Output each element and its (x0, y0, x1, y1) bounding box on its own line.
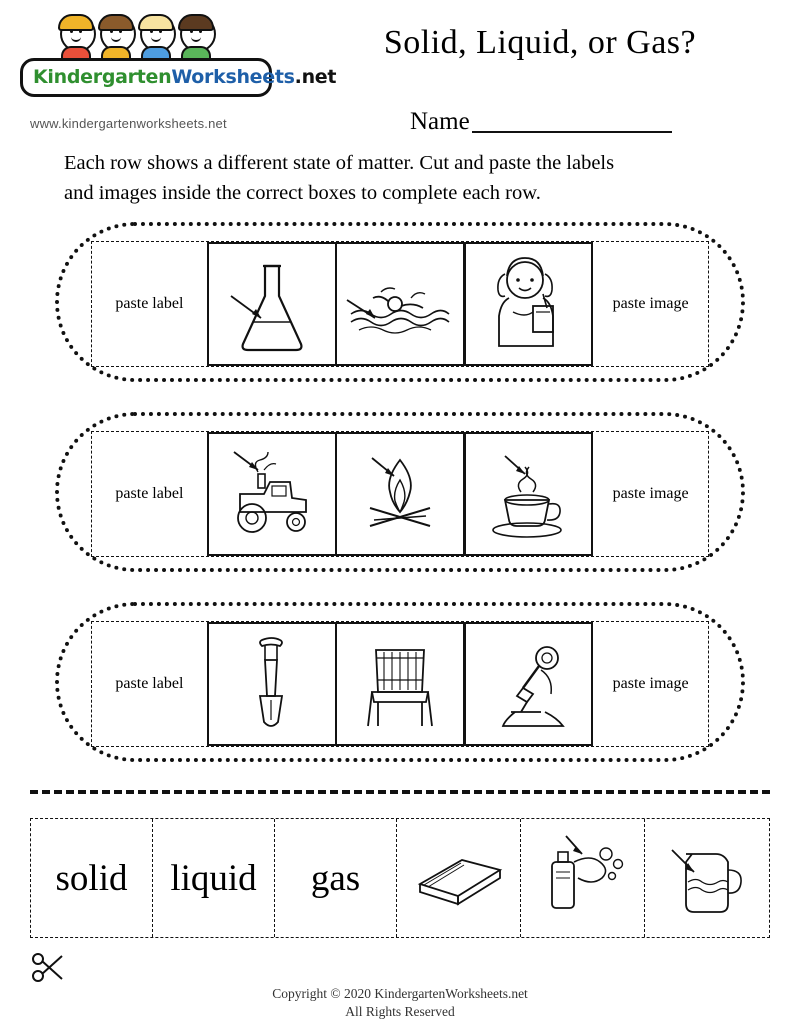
kids-illustration-icon (54, 16, 264, 64)
row-1-picture-2 (336, 242, 465, 366)
cutout-word-liquid[interactable]: liquid (153, 819, 275, 937)
matter-row-1 (55, 222, 745, 382)
row-1-picture-1 (207, 242, 336, 366)
page-header (0, 0, 800, 150)
cutout-strip (30, 818, 770, 938)
cutout-image-book[interactable] (397, 819, 521, 937)
matter-row-2 (55, 412, 745, 572)
instructions-line-2: and images inside the correct boxes to complete each row. (64, 182, 541, 204)
name-label: Name (410, 108, 470, 135)
row-3-picture-1 (207, 622, 336, 746)
kid-figure-2 (94, 14, 138, 64)
instructions-line-1: Each row shows a different state of matter. Cut and paste the labels (64, 152, 615, 174)
campfire-icon (342, 442, 458, 547)
chair-icon (342, 630, 458, 738)
scissors-icon (30, 950, 66, 986)
site-url: www.kindergartenworksheets.net (30, 116, 227, 131)
row-3-picture-2 (336, 622, 465, 746)
name-field[interactable] (410, 108, 672, 136)
instructions (64, 148, 764, 208)
logo-text-net: .net (294, 66, 337, 88)
spray-can-icon (528, 832, 638, 924)
kid-figure-1 (54, 14, 98, 64)
row-2-inner (91, 431, 709, 557)
row-1-paste-image-box[interactable]: paste image (612, 295, 689, 312)
row-3-paste-label-box[interactable]: paste label (115, 675, 184, 692)
swimming-water-icon (341, 252, 459, 357)
row-1-paste-label-box[interactable]: paste label (115, 295, 184, 312)
logo-text-worksheets: Worksheets (171, 66, 295, 88)
shovel-icon (214, 630, 330, 738)
girl-drinking-icon (473, 250, 585, 358)
row-1-picture-3 (464, 242, 593, 366)
page-title: Solid, Liquid, or Gas? (383, 24, 697, 61)
footer-copyright: Copyright © 2020 KindergartenWorksheets.net (272, 986, 528, 1001)
cut-here-line (30, 790, 770, 794)
row-2-paste-label-box[interactable]: paste label (115, 485, 184, 502)
microscope-icon (471, 630, 587, 738)
page-footer (0, 985, 800, 1021)
row-2-paste-image-box[interactable]: paste image (612, 485, 689, 502)
row-3-inner (91, 621, 709, 747)
logo-text-kindergarten: Kindergarten (33, 66, 172, 88)
tractor-smoke-icon (214, 442, 330, 547)
water-pitcher-icon (652, 832, 762, 924)
logo-wordmark (20, 58, 337, 97)
name-blank-line[interactable] (472, 109, 672, 133)
row-2-picture-3 (464, 432, 593, 556)
site-logo[interactable] (20, 16, 337, 97)
cutout-image-spray-can[interactable] (521, 819, 645, 937)
matter-row-3 (55, 602, 745, 762)
row-3-paste-image-box[interactable]: paste image (612, 675, 689, 692)
flask-icon (217, 252, 327, 357)
kid-figure-4 (174, 14, 218, 64)
cutout-word-gas[interactable]: gas (275, 819, 397, 937)
cutout-word-solid[interactable]: solid (31, 819, 153, 937)
row-2-picture-1 (207, 432, 336, 556)
footer-rights: All Rights Reserved (345, 1004, 455, 1019)
steaming-cup-icon (471, 442, 587, 547)
cutout-image-water-pitcher[interactable] (645, 819, 769, 937)
kid-figure-3 (134, 14, 178, 64)
row-1-inner (91, 241, 709, 367)
row-2-picture-2 (336, 432, 465, 556)
row-3-picture-3 (464, 622, 593, 746)
book-icon (406, 838, 511, 918)
